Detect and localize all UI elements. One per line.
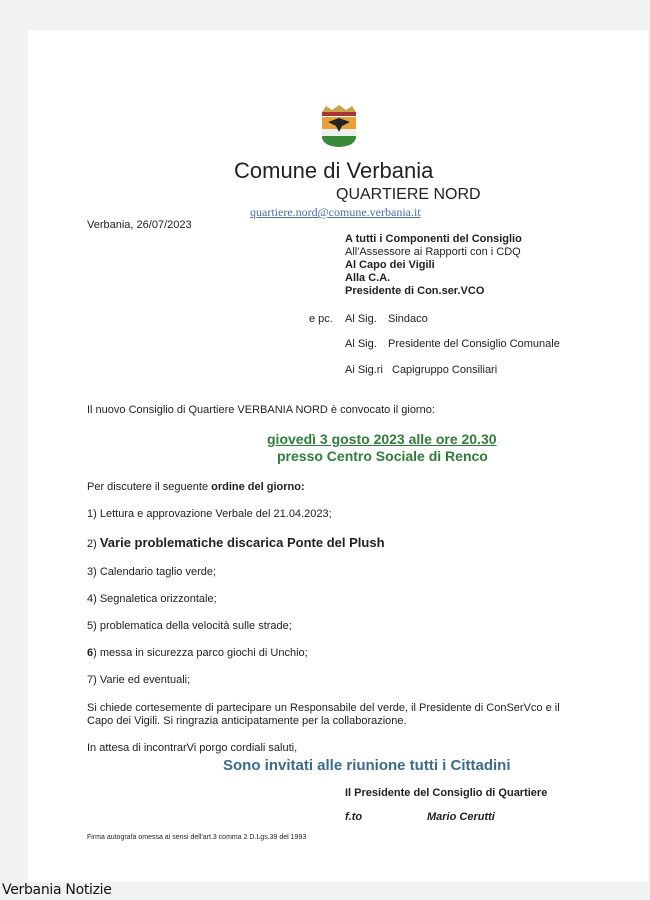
recipient: Al Capo dei Vigili — [345, 259, 435, 271]
date: Verbania, 26/07/2023 — [87, 219, 192, 231]
invite-text: Sono invitati alle riunione tutti i Cittadini — [223, 757, 511, 774]
subtitle: QUARTIERE NORD — [336, 186, 481, 203]
agenda-intro: Per discutere il seguente — [87, 481, 212, 493]
watermark: Verbania Notizie — [2, 882, 112, 898]
intro-text: Il nuovo Consiglio di Quartiere VERBANIA NORD è convocato il giorno: — [87, 404, 435, 416]
cc-label: e pc. — [309, 313, 333, 325]
request-text: Capo dei Vigili. Si ringrazia anticipatamente per la collaborazione. — [87, 715, 407, 727]
footnote: Firma autografa omessa ai sensi dell'art.3 comma 2 D.Lgs.39 del 1993 — [87, 834, 307, 841]
recipient: A tutti i Componenti del Consiglio — [345, 233, 522, 245]
cc-prefix: Al Sig. — [345, 338, 377, 350]
cc-prefix: Al Sig. — [345, 313, 377, 325]
agenda-item: 3) Calendario taglio verde; — [87, 566, 217, 578]
recipient: Presidente di Con.ser.VCO — [345, 285, 485, 297]
signature-fto: f.to — [345, 811, 363, 823]
agenda-item: 6) messa in sicurezza parco giochi di Unchio; — [87, 647, 308, 659]
signature-role: Il Presidente del Consiglio di Quartiere — [345, 787, 548, 799]
recipient: Alla C.A. — [345, 272, 391, 284]
page-title: Comune di Verbania — [234, 158, 434, 183]
cc-name: Presidente del Consiglio Comunale — [388, 338, 560, 350]
closing-text: In attesa di incontrarVi porgo cordiali saluti, — [87, 742, 298, 754]
agenda-item: 4) Segnaletica orizzontale; — [87, 593, 217, 605]
email-link[interactable]: quartiere.nord@comune.verbania.it — [250, 205, 421, 219]
request-text: Si chiede cortesemente di partecipare un Responsabile del verde, il Presidente di ConSerVco e il — [87, 702, 560, 714]
cc-name: Capigruppo Consiliari — [392, 364, 498, 376]
cc-name: Sindaco — [388, 313, 428, 325]
cc-prefix: Ai Sig.ri — [345, 364, 383, 376]
recipient: All'Assessore ai Rapporti con i CDQ — [345, 246, 521, 258]
signature-name: Mario Cerutti — [427, 811, 495, 823]
agenda-intro-bold: ordine del giorno: — [211, 481, 305, 493]
coat-of-arms-icon — [318, 104, 360, 148]
meeting-place: presso Centro Sociale di Renco — [277, 448, 488, 464]
agenda-item: 2) Varie problematiche discarica Ponte del Plush — [87, 535, 385, 550]
agenda-item: 5) problematica della velocità sulle strade; — [87, 620, 292, 632]
agenda-item: 1) Lettura e approvazione Verbale del 21.04.2023; — [87, 508, 332, 520]
meeting-date: giovedì 3 gosto 2023 alle ore 20.30 — [267, 431, 497, 447]
agenda-item: 7) Varie ed eventuali; — [87, 674, 191, 686]
